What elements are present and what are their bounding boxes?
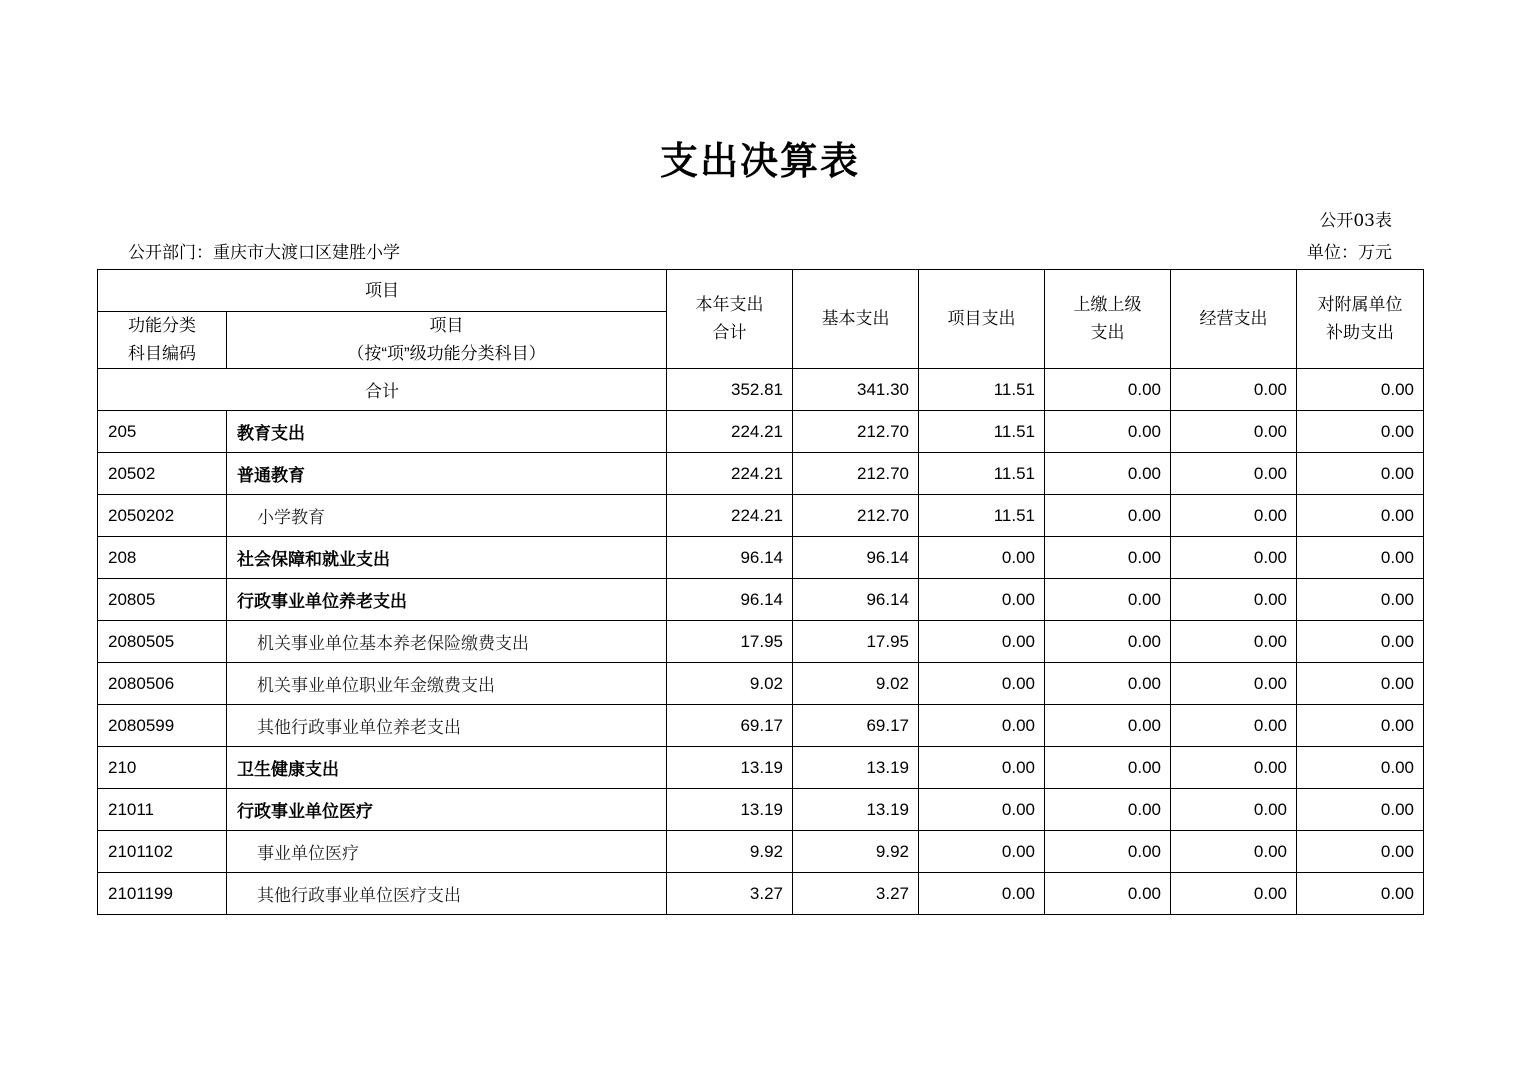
row-upper: 0.00 xyxy=(1045,453,1171,495)
row-upper: 0.00 xyxy=(1045,411,1171,453)
row-total: 9.02 xyxy=(667,663,793,705)
total-upper: 0.00 xyxy=(1045,369,1171,411)
header-upper-line1: 上缴上级 xyxy=(1073,295,1142,314)
header-upper-line2: 支出 xyxy=(1090,323,1125,342)
row-project: 0.00 xyxy=(919,705,1045,747)
row-subsidy: 0.00 xyxy=(1297,621,1424,663)
row-basic: 13.19 xyxy=(793,789,919,831)
table-row xyxy=(98,453,1424,495)
table-row xyxy=(98,873,1424,915)
row-code: 2101102 xyxy=(98,831,227,873)
row-basic: 212.70 xyxy=(793,453,919,495)
total-label: 合计 xyxy=(98,369,667,411)
row-project: 11.51 xyxy=(919,453,1045,495)
row-name: 教育支出 xyxy=(227,411,667,453)
header-func-code-line2: 科目编码 xyxy=(128,344,196,363)
row-code: 208 xyxy=(98,537,227,579)
row-basic: 9.02 xyxy=(793,663,919,705)
total-business: 0.00 xyxy=(1171,369,1297,411)
row-upper: 0.00 xyxy=(1045,747,1171,789)
table-row xyxy=(98,579,1424,621)
header-row-1 xyxy=(98,270,1424,312)
table-row xyxy=(98,663,1424,705)
row-code: 2080599 xyxy=(98,705,227,747)
row-project: 0.00 xyxy=(919,831,1045,873)
row-subsidy: 0.00 xyxy=(1297,579,1424,621)
row-project: 0.00 xyxy=(919,663,1045,705)
header-func-code xyxy=(98,312,227,369)
row-upper: 0.00 xyxy=(1045,621,1171,663)
total-project: 11.51 xyxy=(919,369,1045,411)
row-upper: 0.00 xyxy=(1045,789,1171,831)
header-upper xyxy=(1045,270,1171,369)
row-upper: 0.00 xyxy=(1045,873,1171,915)
row-subsidy: 0.00 xyxy=(1297,705,1424,747)
row-basic: 13.19 xyxy=(793,747,919,789)
row-total: 224.21 xyxy=(667,453,793,495)
table-row xyxy=(98,705,1424,747)
header-total-line1: 本年支出 xyxy=(695,295,764,314)
header-item-group: 项目 xyxy=(98,270,667,312)
row-business: 0.00 xyxy=(1171,831,1297,873)
table-row xyxy=(98,537,1424,579)
row-name: 机关事业单位基本养老保险缴费支出 xyxy=(227,621,667,663)
total-row xyxy=(98,369,1424,411)
header-subsidy-line2: 补助支出 xyxy=(1326,323,1394,342)
expenditure-table xyxy=(97,269,1424,915)
table-row xyxy=(98,495,1424,537)
row-code: 205 xyxy=(98,411,227,453)
header-subsidy-line1: 对附属单位 xyxy=(1317,295,1403,314)
total-total: 352.81 xyxy=(667,369,793,411)
header-subsidy xyxy=(1297,270,1424,369)
row-code: 2080506 xyxy=(98,663,227,705)
row-upper: 0.00 xyxy=(1045,705,1171,747)
row-name: 社会保障和就业支出 xyxy=(227,537,667,579)
row-basic: 9.92 xyxy=(793,831,919,873)
header-business: 经营支出 xyxy=(1171,270,1297,369)
row-upper: 0.00 xyxy=(1045,831,1171,873)
row-project: 11.51 xyxy=(919,411,1045,453)
row-upper: 0.00 xyxy=(1045,579,1171,621)
row-basic: 69.17 xyxy=(793,705,919,747)
row-upper: 0.00 xyxy=(1045,495,1171,537)
table-row xyxy=(98,831,1424,873)
row-project: 0.00 xyxy=(919,537,1045,579)
row-business: 0.00 xyxy=(1171,537,1297,579)
row-basic: 212.70 xyxy=(793,495,919,537)
row-total: 224.21 xyxy=(667,411,793,453)
total-basic: 341.30 xyxy=(793,369,919,411)
row-business: 0.00 xyxy=(1171,873,1297,915)
row-business: 0.00 xyxy=(1171,579,1297,621)
row-business: 0.00 xyxy=(1171,495,1297,537)
row-basic: 212.70 xyxy=(793,411,919,453)
row-total: 17.95 xyxy=(667,621,793,663)
row-business: 0.00 xyxy=(1171,663,1297,705)
row-subsidy: 0.00 xyxy=(1297,663,1424,705)
table-row xyxy=(98,789,1424,831)
row-project: 0.00 xyxy=(919,873,1045,915)
row-basic: 17.95 xyxy=(793,621,919,663)
row-total: 3.27 xyxy=(667,873,793,915)
row-total: 13.19 xyxy=(667,789,793,831)
row-upper: 0.00 xyxy=(1045,537,1171,579)
row-subsidy: 0.00 xyxy=(1297,831,1424,873)
header-item xyxy=(227,312,667,369)
row-project: 0.00 xyxy=(919,621,1045,663)
row-total: 13.19 xyxy=(667,747,793,789)
form-code: 公开03表 xyxy=(1319,211,1392,231)
row-subsidy: 0.00 xyxy=(1297,789,1424,831)
row-business: 0.00 xyxy=(1171,747,1297,789)
row-total: 96.14 xyxy=(667,579,793,621)
row-project: 0.00 xyxy=(919,789,1045,831)
row-subsidy: 0.00 xyxy=(1297,495,1424,537)
row-name: 行政事业单位医疗 xyxy=(227,789,667,831)
header-total xyxy=(667,270,793,369)
row-name: 其他行政事业单位养老支出 xyxy=(227,705,667,747)
header-basic: 基本支出 xyxy=(793,270,919,369)
row-code: 2101199 xyxy=(98,873,227,915)
table-row xyxy=(98,411,1424,453)
row-name: 普通教育 xyxy=(227,453,667,495)
table-row xyxy=(98,747,1424,789)
row-business: 0.00 xyxy=(1171,789,1297,831)
row-business: 0.00 xyxy=(1171,705,1297,747)
row-business: 0.00 xyxy=(1171,453,1297,495)
row-name: 机关事业单位职业年金缴费支出 xyxy=(227,663,667,705)
row-subsidy: 0.00 xyxy=(1297,537,1424,579)
row-name: 小学教育 xyxy=(227,495,667,537)
row-project: 11.51 xyxy=(919,495,1045,537)
row-subsidy: 0.00 xyxy=(1297,873,1424,915)
row-total: 96.14 xyxy=(667,537,793,579)
row-business: 0.00 xyxy=(1171,621,1297,663)
total-subsidy: 0.00 xyxy=(1297,369,1424,411)
row-total: 224.21 xyxy=(667,495,793,537)
row-project: 0.00 xyxy=(919,747,1045,789)
row-basic: 96.14 xyxy=(793,537,919,579)
header-project: 项目支出 xyxy=(919,270,1045,369)
header-func-code-line1: 功能分类 xyxy=(128,316,196,335)
department-label: 公开部门：重庆市大渡口区建胜小学 xyxy=(128,243,400,263)
row-code: 210 xyxy=(98,747,227,789)
row-name: 卫生健康支出 xyxy=(227,747,667,789)
table-row xyxy=(98,621,1424,663)
row-subsidy: 0.00 xyxy=(1297,747,1424,789)
header-item-line2: （按“项”级功能分类科目） xyxy=(347,344,546,363)
header-item-line1: 项目 xyxy=(429,316,464,335)
row-upper: 0.00 xyxy=(1045,663,1171,705)
row-code: 2080505 xyxy=(98,621,227,663)
row-basic: 3.27 xyxy=(793,873,919,915)
row-total: 9.92 xyxy=(667,831,793,873)
row-code: 2050202 xyxy=(98,495,227,537)
row-name: 事业单位医疗 xyxy=(227,831,667,873)
row-code: 20502 xyxy=(98,453,227,495)
row-code: 20805 xyxy=(98,579,227,621)
header-total-line2: 合计 xyxy=(712,323,747,342)
row-business: 0.00 xyxy=(1171,411,1297,453)
page-title: 支出决算表 xyxy=(659,139,860,183)
row-code: 21011 xyxy=(98,789,227,831)
row-name: 其他行政事业单位医疗支出 xyxy=(227,873,667,915)
row-subsidy: 0.00 xyxy=(1297,411,1424,453)
row-name: 行政事业单位养老支出 xyxy=(227,579,667,621)
row-total: 69.17 xyxy=(667,705,793,747)
row-subsidy: 0.00 xyxy=(1297,453,1424,495)
unit-label: 单位：万元 xyxy=(1307,243,1392,263)
row-project: 0.00 xyxy=(919,579,1045,621)
row-basic: 96.14 xyxy=(793,579,919,621)
